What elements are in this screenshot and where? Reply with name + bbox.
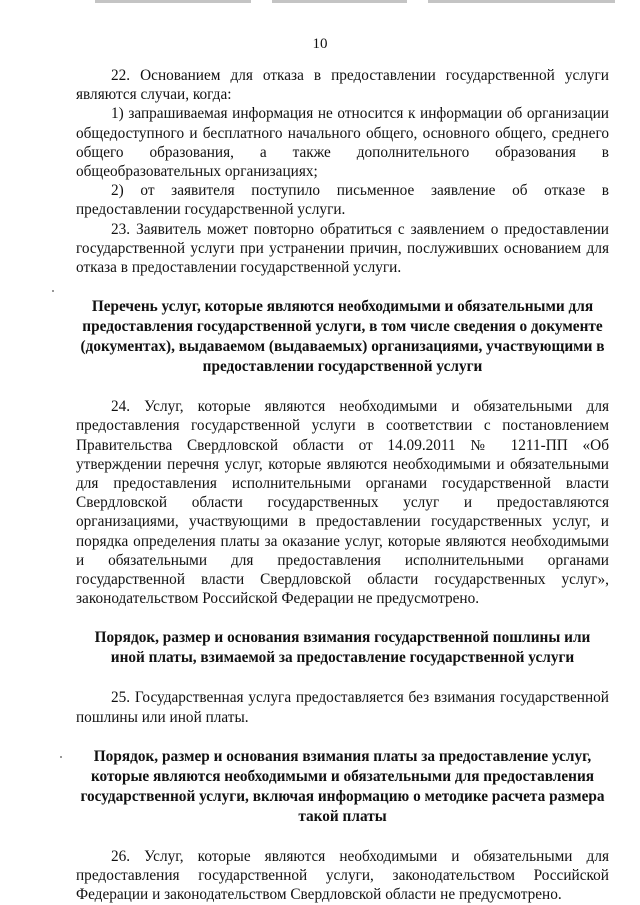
paragraph-22-item-2: 2) от заявителя поступило письменное заявление об отказе в предоставлении государственной услуги. xyxy=(76,182,609,219)
scan-speck xyxy=(52,290,54,292)
scan-speck xyxy=(60,756,62,758)
document-body xyxy=(76,66,609,904)
paragraph-22: 22. Основанием для отказа в предоставлении государственной услуги являются случаи, когда: xyxy=(76,67,609,104)
scan-edge-line xyxy=(95,0,615,3)
paragraph-26: 26. Услуг, которые являются необходимыми и обязательными для предоставления государственной услуги, законодательством Российской Федерации и законодательством Свердловской области не предусмотрено. xyxy=(76,847,609,904)
page-number: 10 xyxy=(312,36,328,52)
paragraph-22-item-1: 1) запрашиваемая информация не относится к информации об организации общедоступного и бесплатного начального общего, основного общего, среднего общего образования, а также дополнительного образования в общеобразовательных организациях; xyxy=(76,105,609,181)
section-heading-services-list: Перечень услуг, которые являются необходимыми и обязательными для предоставления государственной услуги, в том числе сведения о документе (документах), выдаваемом (выдаваемых) организациями, участвующими в предоставлении государственной услуги xyxy=(80,298,605,376)
section-heading-state-fee: Порядок, размер и основания взимания государственной пошлины или иной платы, взимаемой за предоставление государственной услуги xyxy=(94,629,591,667)
paragraph-24: 24. Услуг, которые являются необходимыми и обязательными для предоставления государственной услуги в соответствии с постановлением Правительства Свердловской области от 14.09.2011 № 1211-ПП «Об утверждении перечня услуг, которые являются необходимыми и обязательными для предоставления исполнительными органами государственной власти Свердловской области государственных услуг и предоставляются организациями, участвующими в предоставлении государственных услуг, и порядка определения платы за оказание услуг, которые являются необходимыми и обязательными для предоставления исполнительными органами государственной власти Свердловской области государственных услуг», законодательством Российской Федерации не предусмотрено. xyxy=(76,398,609,608)
paragraph-25: 25. Государственная услуга предоставляется без взимания государственной пошлины или иной платы. xyxy=(76,689,609,726)
section-heading-fee-calculation: Порядок, размер и основания взимания платы за предоставление услуг, которые являются необходимыми и обязательными для предоставления государственной услуги, включая информацию о методике расчета размера такой платы xyxy=(80,747,605,825)
paragraph-23: 23. Заявитель может повторно обратиться с заявлением о предоставлении государственной услуги при устранении причин, послуживших основанием для отказа в предоставлении государственной услуги. xyxy=(76,220,609,277)
